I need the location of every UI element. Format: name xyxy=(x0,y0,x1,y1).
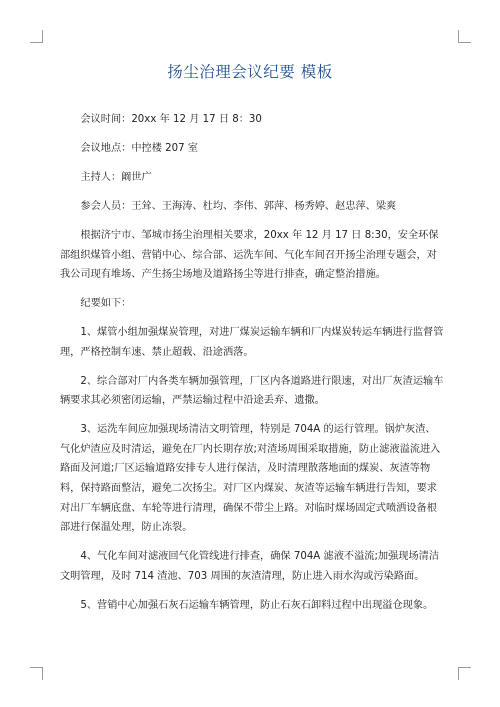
meeting-time: 会议时间：20xx 年 12 月 17 日 8：30 xyxy=(80,114,262,125)
intro-paragraph: 根据济宁市、邹城市扬尘治理相关要求，20xx 年 12 月 17 日 8:30，安全环保部组织煤管小组、营销中心、综合部、运洗车间、气化车间召开扬尘治理专题会，对我公司现有堆场、产生扬尘场地及道路扬尘等进行排查，确定整治措施。 xyxy=(60,229,439,281)
meeting-place: 会议地点：中控楼 207 室 xyxy=(80,142,198,154)
crop-mark-bottom-left xyxy=(30,667,43,680)
crop-mark-bottom-right xyxy=(458,667,471,680)
minutes-item: 5、营销中心加强石灰石运输车辆管理，防止石灰石卸料过程中出现溢仓现象。 xyxy=(80,599,434,611)
minutes-item: 2、综合部对厂内各类车辆加强管理，厂区内各道路进行限速，对出厂灰渣运输车辆要求其必须密闭运输，严禁运输过程中沿途丢弃、遗撒。 xyxy=(60,375,444,407)
document-body xyxy=(60,110,444,625)
minutes-item: 1、煤管小组加强煤炭管理，对进厂煤炭运输车辆和厂内煤炭转运车辆进行监督管理，严格控制车速、禁止超载、沿途洒落。 xyxy=(60,327,444,358)
minutes-item: 4、气化车间对滤液回气化管线进行排查，确保 704A 滤液不溢流;加强现场清洁文明管理，及时 714 渣池、703 周围的灰渣清理，防止进入雨水沟或污染路面。 xyxy=(60,551,440,582)
document-title: 扬尘治理会议纪要 模板 xyxy=(167,63,333,81)
crop-mark-top-right xyxy=(458,30,471,43)
minutes-label: 纪要如下： xyxy=(80,298,132,310)
minutes-item: 3、运洗车间应加强现场清洁文明管理，特别是 704A 的运行管理。锅炉灰渣、气化炉渣应及时清运，避免在厂内长期存放;对渣场周围采取措施，防止滤液溢流进入路面及河道;厂区运输道路安排专人进行保洁，及时清理散落地面的煤炭、灰渣等物料，保持路面整洁，避免二次扬尘。对厂区内煤炭、灰渣等运输车辆进行告知，要求对出厂车辆底盘、车轮等进行清理，确保不带尘上路。对临时煤场固定式喷洒设备根部进行保温处理，防止冻裂。 xyxy=(60,424,441,534)
meeting-host: 主持人：阚世广 xyxy=(80,171,152,183)
crop-mark-top-left xyxy=(30,30,43,43)
meeting-attendees: 参会人员：王耸、王海涛、杜均、李伟、郭萍、杨秀婷、赵忠萍、梁爽 xyxy=(80,200,397,212)
